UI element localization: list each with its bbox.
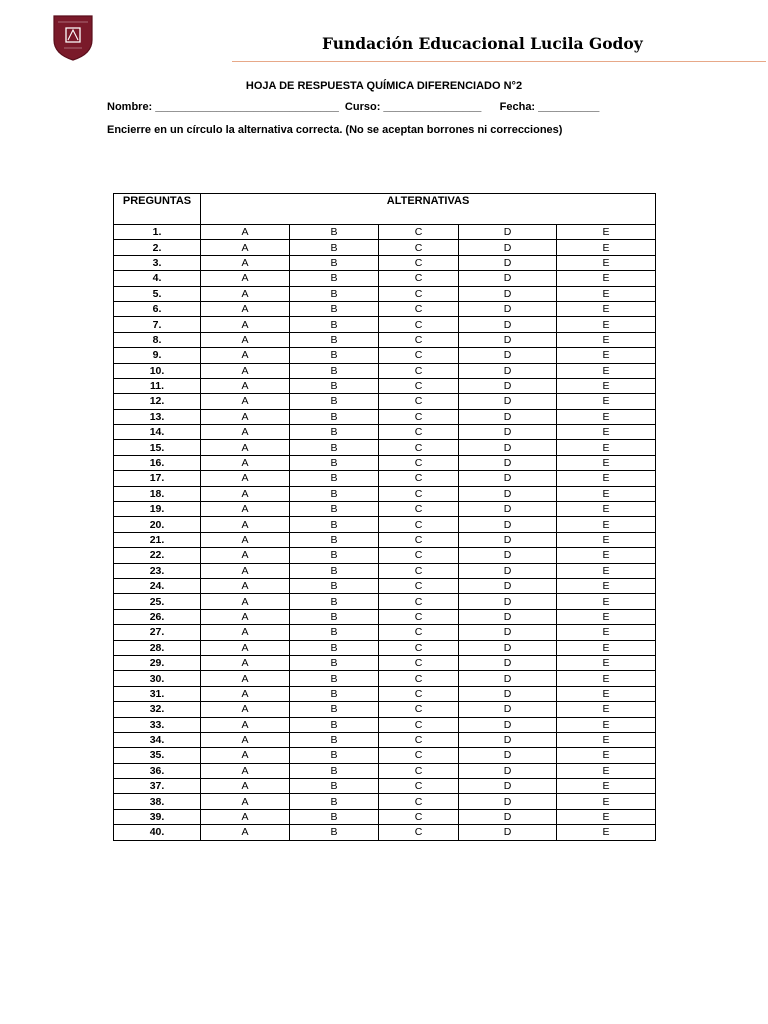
- alternative-option-a[interactable]: A: [201, 409, 290, 424]
- alternative-option-d[interactable]: D: [459, 717, 557, 732]
- alternative-option-d[interactable]: D: [459, 240, 557, 255]
- alternative-option-b[interactable]: B: [290, 440, 379, 455]
- alternative-option-c[interactable]: C: [379, 625, 459, 640]
- alternative-option-d[interactable]: D: [459, 563, 557, 578]
- answer-row: [114, 301, 656, 316]
- alternative-option-b[interactable]: B: [290, 517, 379, 532]
- alternative-option-a[interactable]: A: [201, 394, 290, 409]
- question-number: 31.: [114, 686, 201, 701]
- answer-row: [114, 471, 656, 486]
- question-number: 9.: [114, 348, 201, 363]
- alternative-option-a[interactable]: A: [201, 455, 290, 470]
- alternative-option-d[interactable]: D: [459, 394, 557, 409]
- alternative-option-d[interactable]: D: [459, 686, 557, 701]
- answer-row: [114, 502, 656, 517]
- question-number: 16.: [114, 455, 201, 470]
- alternative-option-e[interactable]: E: [557, 517, 656, 532]
- alternative-option-e[interactable]: E: [557, 655, 656, 670]
- alternative-option-a[interactable]: A: [201, 732, 290, 747]
- answer-row: [114, 440, 656, 455]
- answer-row: [114, 255, 656, 270]
- alternative-option-a[interactable]: A: [201, 225, 290, 240]
- question-number: 34.: [114, 732, 201, 747]
- alternative-option-b[interactable]: B: [290, 301, 379, 316]
- alternative-option-b[interactable]: B: [290, 532, 379, 547]
- alternative-option-d[interactable]: D: [459, 409, 557, 424]
- alternative-option-b[interactable]: B: [290, 794, 379, 809]
- alternative-option-a[interactable]: A: [201, 794, 290, 809]
- alternative-option-e[interactable]: E: [557, 732, 656, 747]
- question-number: 25.: [114, 594, 201, 609]
- alternative-option-e[interactable]: E: [557, 255, 656, 270]
- alternative-option-b[interactable]: B: [290, 702, 379, 717]
- alternative-option-b[interactable]: B: [290, 686, 379, 701]
- alternative-option-a[interactable]: A: [201, 655, 290, 670]
- alternative-option-b[interactable]: B: [290, 563, 379, 578]
- alternative-option-c[interactable]: C: [379, 779, 459, 794]
- alternative-option-d[interactable]: D: [459, 609, 557, 624]
- answer-table: [113, 193, 656, 841]
- alternative-option-b[interactable]: B: [290, 671, 379, 686]
- school-crest-logo: [52, 14, 94, 62]
- alternative-option-d[interactable]: D: [459, 655, 557, 670]
- alternative-option-d[interactable]: D: [459, 225, 557, 240]
- alternative-option-e[interactable]: E: [557, 301, 656, 316]
- alternative-option-d[interactable]: D: [459, 640, 557, 655]
- alternative-option-c[interactable]: C: [379, 471, 459, 486]
- question-number: 39.: [114, 809, 201, 824]
- alternative-option-d[interactable]: D: [459, 440, 557, 455]
- question-number: 8.: [114, 332, 201, 347]
- alternative-option-d[interactable]: D: [459, 425, 557, 440]
- question-number: 40.: [114, 825, 201, 840]
- question-number: 26.: [114, 609, 201, 624]
- alternative-option-b[interactable]: B: [290, 625, 379, 640]
- alternative-option-d[interactable]: D: [459, 748, 557, 763]
- alternative-option-d[interactable]: D: [459, 271, 557, 286]
- alternative-option-e[interactable]: E: [557, 563, 656, 578]
- alternative-option-c[interactable]: C: [379, 425, 459, 440]
- question-number: 21.: [114, 532, 201, 547]
- alternative-option-e[interactable]: E: [557, 394, 656, 409]
- alternative-option-d[interactable]: D: [459, 348, 557, 363]
- alternative-option-c[interactable]: C: [379, 378, 459, 393]
- question-number: 29.: [114, 655, 201, 670]
- question-number: 20.: [114, 517, 201, 532]
- question-number: 27.: [114, 625, 201, 640]
- alternative-option-c[interactable]: C: [379, 794, 459, 809]
- alternative-option-b[interactable]: B: [290, 655, 379, 670]
- alternative-option-d[interactable]: D: [459, 378, 557, 393]
- alternative-option-c[interactable]: C: [379, 563, 459, 578]
- alternative-option-e[interactable]: E: [557, 240, 656, 255]
- answer-row: [114, 609, 656, 624]
- question-number: 13.: [114, 409, 201, 424]
- alternative-option-d[interactable]: D: [459, 578, 557, 593]
- answer-row: [114, 286, 656, 301]
- answer-row: [114, 394, 656, 409]
- alternative-option-a[interactable]: A: [201, 763, 290, 778]
- alternative-option-e[interactable]: E: [557, 455, 656, 470]
- alternative-option-d[interactable]: D: [459, 532, 557, 547]
- question-number: 30.: [114, 671, 201, 686]
- alternative-option-b[interactable]: B: [290, 225, 379, 240]
- answer-row: [114, 409, 656, 424]
- alternative-option-b[interactable]: B: [290, 378, 379, 393]
- alternative-option-a[interactable]: A: [201, 594, 290, 609]
- question-number: 11.: [114, 378, 201, 393]
- alternative-option-e[interactable]: E: [557, 640, 656, 655]
- alternative-option-a[interactable]: A: [201, 286, 290, 301]
- alternative-option-a[interactable]: A: [201, 702, 290, 717]
- alternative-option-a[interactable]: A: [201, 348, 290, 363]
- alternative-option-b[interactable]: B: [290, 732, 379, 747]
- alternative-option-b[interactable]: B: [290, 471, 379, 486]
- alternative-option-c[interactable]: C: [379, 594, 459, 609]
- alternative-option-e[interactable]: E: [557, 594, 656, 609]
- alternative-option-d[interactable]: D: [459, 625, 557, 640]
- answer-row: [114, 348, 656, 363]
- answer-row: [114, 225, 656, 240]
- alternative-option-e[interactable]: E: [557, 532, 656, 547]
- alternative-option-d[interactable]: D: [459, 255, 557, 270]
- alternative-option-c[interactable]: C: [379, 640, 459, 655]
- question-number: 36.: [114, 763, 201, 778]
- sheet-title: HOJA DE RESPUESTA QUÍMICA DIFERENCIADO N°2: [245, 80, 523, 92]
- alternative-option-d[interactable]: D: [459, 502, 557, 517]
- answer-row: [114, 625, 656, 640]
- alternative-option-a[interactable]: A: [201, 317, 290, 332]
- answer-row: [114, 655, 656, 670]
- answer-row: [114, 686, 656, 701]
- alternative-option-b[interactable]: B: [290, 640, 379, 655]
- alternative-option-e[interactable]: E: [557, 671, 656, 686]
- alternative-option-c[interactable]: C: [379, 486, 459, 501]
- alternative-option-e[interactable]: E: [557, 409, 656, 424]
- alternative-option-d[interactable]: D: [459, 301, 557, 316]
- question-number: 15.: [114, 440, 201, 455]
- alternative-option-c[interactable]: C: [379, 671, 459, 686]
- alternative-option-e[interactable]: E: [557, 317, 656, 332]
- alternative-option-b[interactable]: B: [290, 271, 379, 286]
- alternative-option-b[interactable]: B: [290, 255, 379, 270]
- question-number: 17.: [114, 471, 201, 486]
- alternative-option-a[interactable]: A: [201, 717, 290, 732]
- alternative-option-b[interactable]: B: [290, 609, 379, 624]
- alternative-option-e[interactable]: E: [557, 486, 656, 501]
- question-number: 24.: [114, 578, 201, 593]
- alternative-option-c[interactable]: C: [379, 301, 459, 316]
- alternative-option-b[interactable]: B: [290, 332, 379, 347]
- alternative-option-d[interactable]: D: [459, 825, 557, 840]
- alternative-option-a[interactable]: A: [201, 517, 290, 532]
- answer-row: [114, 671, 656, 686]
- alternative-option-b[interactable]: B: [290, 409, 379, 424]
- alternative-option-e[interactable]: E: [557, 702, 656, 717]
- alternative-option-e[interactable]: E: [557, 763, 656, 778]
- alternative-option-c[interactable]: C: [379, 655, 459, 670]
- question-number: 10.: [114, 363, 201, 378]
- alternative-option-d[interactable]: D: [459, 548, 557, 563]
- alternative-option-e[interactable]: E: [557, 348, 656, 363]
- alternative-option-e[interactable]: E: [557, 794, 656, 809]
- alternative-option-e[interactable]: E: [557, 609, 656, 624]
- answer-row: [114, 563, 656, 578]
- alternative-option-d[interactable]: D: [459, 779, 557, 794]
- alternative-option-c[interactable]: C: [379, 440, 459, 455]
- alternative-option-c[interactable]: C: [379, 394, 459, 409]
- alternative-option-c[interactable]: C: [379, 348, 459, 363]
- answer-row: [114, 363, 656, 378]
- header-divider: [232, 61, 766, 62]
- alternative-option-d[interactable]: D: [459, 671, 557, 686]
- question-number: 2.: [114, 240, 201, 255]
- alternative-option-d[interactable]: D: [459, 286, 557, 301]
- alternative-option-b[interactable]: B: [290, 548, 379, 563]
- answer-row: [114, 825, 656, 840]
- answer-row: [114, 378, 656, 393]
- question-number: 35.: [114, 748, 201, 763]
- alternative-option-e[interactable]: E: [557, 625, 656, 640]
- alternative-option-d[interactable]: D: [459, 517, 557, 532]
- alternative-option-a[interactable]: A: [201, 809, 290, 824]
- alternative-option-c[interactable]: C: [379, 517, 459, 532]
- alternative-option-a[interactable]: A: [201, 332, 290, 347]
- alternative-option-c[interactable]: C: [379, 686, 459, 701]
- alternative-option-e[interactable]: E: [557, 471, 656, 486]
- question-number: 33.: [114, 717, 201, 732]
- alternative-option-a[interactable]: A: [201, 548, 290, 563]
- answer-row: [114, 332, 656, 347]
- alternative-option-a[interactable]: A: [201, 563, 290, 578]
- answer-row: [114, 809, 656, 824]
- alternative-option-c[interactable]: C: [379, 363, 459, 378]
- answer-row: [114, 702, 656, 717]
- student-fields-line: Nombre: ______________________________ Curso: ________________ Fecha: __________: [107, 101, 600, 113]
- alternative-option-a[interactable]: A: [201, 301, 290, 316]
- answer-row: [114, 748, 656, 763]
- alternative-option-e[interactable]: E: [557, 717, 656, 732]
- school-name: Fundación Educacional Lucila Godoy: [322, 34, 643, 53]
- alternative-option-b[interactable]: B: [290, 486, 379, 501]
- alternative-option-c[interactable]: C: [379, 763, 459, 778]
- alternative-option-b[interactable]: B: [290, 425, 379, 440]
- alternative-option-e[interactable]: E: [557, 271, 656, 286]
- alternative-option-e[interactable]: E: [557, 809, 656, 824]
- alternative-option-e[interactable]: E: [557, 440, 656, 455]
- alternative-option-b[interactable]: B: [290, 317, 379, 332]
- question-number: 22.: [114, 548, 201, 563]
- alternative-option-c[interactable]: C: [379, 317, 459, 332]
- answer-row: [114, 271, 656, 286]
- alternative-option-a[interactable]: A: [201, 578, 290, 593]
- alternative-option-a[interactable]: A: [201, 502, 290, 517]
- question-number: 19.: [114, 502, 201, 517]
- alternative-option-e[interactable]: E: [557, 779, 656, 794]
- alternative-option-a[interactable]: A: [201, 609, 290, 624]
- alternative-option-c[interactable]: C: [379, 732, 459, 747]
- column-header-questions: PREGUNTAS: [114, 194, 201, 225]
- alternative-option-d[interactable]: D: [459, 317, 557, 332]
- alternative-option-e[interactable]: E: [557, 363, 656, 378]
- question-number: 7.: [114, 317, 201, 332]
- question-number: 23.: [114, 563, 201, 578]
- alternative-option-c[interactable]: C: [379, 271, 459, 286]
- alternative-option-a[interactable]: A: [201, 532, 290, 547]
- alternative-option-a[interactable]: A: [201, 640, 290, 655]
- alternative-option-c[interactable]: C: [379, 609, 459, 624]
- alternative-option-a[interactable]: A: [201, 425, 290, 440]
- answer-row: [114, 794, 656, 809]
- alternative-option-a[interactable]: A: [201, 825, 290, 840]
- question-number: 28.: [114, 640, 201, 655]
- alternative-option-e[interactable]: E: [557, 502, 656, 517]
- alternative-option-c[interactable]: C: [379, 702, 459, 717]
- alternative-option-b[interactable]: B: [290, 825, 379, 840]
- alternative-option-e[interactable]: E: [557, 286, 656, 301]
- alternative-option-a[interactable]: A: [201, 363, 290, 378]
- alternative-option-a[interactable]: A: [201, 748, 290, 763]
- answer-row: [114, 517, 656, 532]
- question-number: 12.: [114, 394, 201, 409]
- alternative-option-a[interactable]: A: [201, 625, 290, 640]
- answer-row: [114, 763, 656, 778]
- alternative-option-d[interactable]: D: [459, 794, 557, 809]
- question-number: 5.: [114, 286, 201, 301]
- alternative-option-d[interactable]: D: [459, 332, 557, 347]
- alternative-option-a[interactable]: A: [201, 486, 290, 501]
- answer-row: [114, 317, 656, 332]
- alternative-option-c[interactable]: C: [379, 748, 459, 763]
- alternative-option-d[interactable]: D: [459, 486, 557, 501]
- alternative-option-a[interactable]: A: [201, 378, 290, 393]
- alternative-option-a[interactable]: A: [201, 671, 290, 686]
- alternative-option-c[interactable]: C: [379, 255, 459, 270]
- alternative-option-d[interactable]: D: [459, 455, 557, 470]
- alternative-option-d[interactable]: D: [459, 363, 557, 378]
- alternative-option-c[interactable]: C: [379, 286, 459, 301]
- alternative-option-c[interactable]: C: [379, 455, 459, 470]
- column-header-alternatives: ALTERNATIVAS: [201, 194, 656, 225]
- alternative-option-b[interactable]: B: [290, 578, 379, 593]
- alternative-option-e[interactable]: E: [557, 748, 656, 763]
- question-number: 14.: [114, 425, 201, 440]
- alternative-option-a[interactable]: A: [201, 471, 290, 486]
- answer-row: [114, 779, 656, 794]
- alternative-option-b[interactable]: B: [290, 394, 379, 409]
- alternative-option-e[interactable]: E: [557, 225, 656, 240]
- alternative-option-b[interactable]: B: [290, 363, 379, 378]
- answer-row: [114, 732, 656, 747]
- alternative-option-a[interactable]: A: [201, 779, 290, 794]
- alternative-option-d[interactable]: D: [459, 594, 557, 609]
- answer-table-body: [114, 225, 656, 841]
- alternative-option-c[interactable]: C: [379, 240, 459, 255]
- answer-row: [114, 425, 656, 440]
- alternative-option-b[interactable]: B: [290, 763, 379, 778]
- alternative-option-c[interactable]: C: [379, 225, 459, 240]
- answer-row: [114, 240, 656, 255]
- alternative-option-a[interactable]: A: [201, 440, 290, 455]
- question-number: 18.: [114, 486, 201, 501]
- alternative-option-c[interactable]: C: [379, 825, 459, 840]
- instructions-text: Encierre en un círculo la alternativa correcta. (No se aceptan borrones ni correcciones): [107, 124, 563, 136]
- alternative-option-e[interactable]: E: [557, 425, 656, 440]
- answer-row: [114, 532, 656, 547]
- alternative-option-c[interactable]: C: [379, 548, 459, 563]
- answer-row: [114, 717, 656, 732]
- alternative-option-d[interactable]: D: [459, 809, 557, 824]
- alternative-option-b[interactable]: B: [290, 455, 379, 470]
- alternative-option-b[interactable]: B: [290, 594, 379, 609]
- alternative-option-e[interactable]: E: [557, 578, 656, 593]
- question-number: 1.: [114, 225, 201, 240]
- question-number: 4.: [114, 271, 201, 286]
- alternative-option-b[interactable]: B: [290, 240, 379, 255]
- alternative-option-c[interactable]: C: [379, 717, 459, 732]
- answer-row: [114, 486, 656, 501]
- alternative-option-b[interactable]: B: [290, 809, 379, 824]
- alternative-option-b[interactable]: B: [290, 502, 379, 517]
- answer-row: [114, 594, 656, 609]
- alternative-option-b[interactable]: B: [290, 748, 379, 763]
- alternative-option-b[interactable]: B: [290, 348, 379, 363]
- answer-row: [114, 640, 656, 655]
- alternative-option-e[interactable]: E: [557, 332, 656, 347]
- question-number: 3.: [114, 255, 201, 270]
- question-number: 37.: [114, 779, 201, 794]
- answer-row: [114, 578, 656, 593]
- alternative-option-a[interactable]: A: [201, 686, 290, 701]
- question-number: 32.: [114, 702, 201, 717]
- answer-row: [114, 548, 656, 563]
- alternative-option-a[interactable]: A: [201, 271, 290, 286]
- alternative-option-d[interactable]: D: [459, 732, 557, 747]
- alternative-option-c[interactable]: C: [379, 578, 459, 593]
- question-number: 38.: [114, 794, 201, 809]
- alternative-option-d[interactable]: D: [459, 471, 557, 486]
- alternative-option-c[interactable]: C: [379, 532, 459, 547]
- alternative-option-e[interactable]: E: [557, 825, 656, 840]
- alternative-option-a[interactable]: A: [201, 255, 290, 270]
- answer-row: [114, 455, 656, 470]
- alternative-option-c[interactable]: C: [379, 409, 459, 424]
- alternative-option-c[interactable]: C: [379, 502, 459, 517]
- alternative-option-e[interactable]: E: [557, 686, 656, 701]
- alternative-option-b[interactable]: B: [290, 717, 379, 732]
- alternative-option-d[interactable]: D: [459, 702, 557, 717]
- alternative-option-b[interactable]: B: [290, 779, 379, 794]
- alternative-option-e[interactable]: E: [557, 378, 656, 393]
- question-number: 6.: [114, 301, 201, 316]
- alternative-option-b[interactable]: B: [290, 286, 379, 301]
- alternative-option-e[interactable]: E: [557, 548, 656, 563]
- answer-table-header-row: [114, 194, 656, 225]
- alternative-option-d[interactable]: D: [459, 763, 557, 778]
- alternative-option-c[interactable]: C: [379, 809, 459, 824]
- alternative-option-a[interactable]: A: [201, 240, 290, 255]
- alternative-option-c[interactable]: C: [379, 332, 459, 347]
